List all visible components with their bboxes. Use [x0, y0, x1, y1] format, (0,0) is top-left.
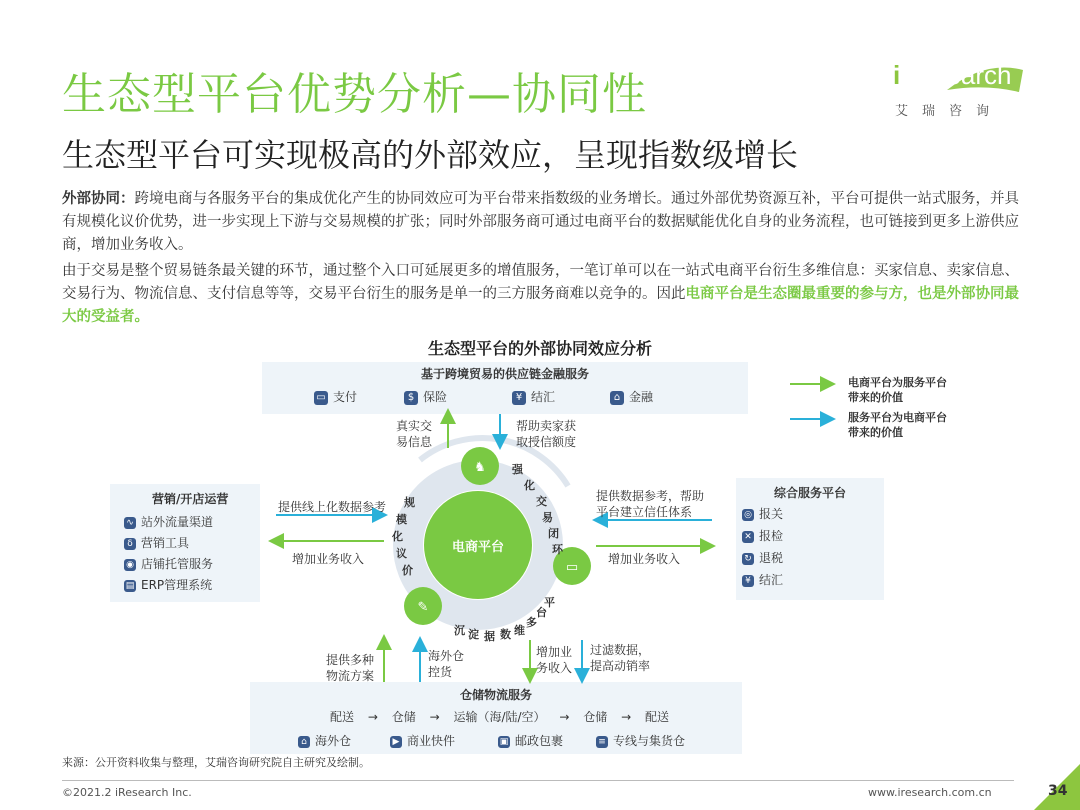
left-item-marketing: δ 营销工具	[124, 534, 189, 551]
tax-refund-icon: ↻	[742, 553, 754, 565]
node-right-icon: ▭	[565, 560, 579, 575]
diagram-title: 生态型平台的外部协同效应分析	[427, 339, 652, 358]
label-filter-data: 过滤数据， 提高动销率	[590, 643, 651, 673]
top-box-title: 基于跨境贸易的供应链金融服务	[420, 367, 589, 381]
exchange-icon: ¥	[742, 575, 754, 587]
page-number: 34	[1048, 783, 1068, 799]
node-left-icon: ✎	[417, 600, 429, 615]
store-icon: ◉	[124, 559, 136, 571]
right-item-inspection: ✕ 报检	[742, 527, 783, 544]
bottom-item-freight: ≡ 专线与集货仓	[596, 732, 685, 749]
left-box-title: 营销/开店运营	[152, 492, 229, 506]
footer-divider	[62, 780, 1014, 781]
label-left-out: 增加业务收入	[292, 552, 365, 566]
left-item-erp: ▤ ERP管理系统	[125, 578, 213, 592]
inspection-icon: ✕	[742, 531, 754, 543]
ring-text-bottom: 沉 淀 据 数 维 多 台 平	[454, 596, 555, 643]
customs-icon: ◎	[742, 509, 754, 521]
website: www.iresearch.com.cn	[868, 786, 992, 799]
label-credit: 帮助卖家获 取授信额度	[516, 419, 577, 449]
center-label: 电商平台	[451, 540, 504, 555]
bottom-item-express: ▶ 商业快件	[390, 732, 455, 749]
node-top-icon: ♞	[474, 460, 486, 475]
payment-icon: ▭	[314, 391, 328, 405]
ring-text-left: 规 模 化 议 价	[392, 496, 415, 577]
page-subtitle: 生态型平台可实现极高的外部效应，呈现指数级增长	[62, 136, 799, 174]
legend-green: 电商平台为服务平台 带来的价值	[848, 376, 947, 404]
bank-icon: ⌂	[610, 391, 624, 405]
right-item-tax-refund: ↻ 退税	[742, 549, 783, 566]
label-revenue: 增加业 务收入	[536, 645, 573, 675]
source-note: 来源：公开资料收集与整理，艾瑞咨询研究院自主研究及绘制。	[62, 756, 370, 769]
label-real-transaction: 真实交 易信息	[396, 419, 433, 449]
logistics-flow: 配送 → 仓储 → 运输（海/陆/空） → 仓储 → 配送	[330, 710, 670, 724]
ring-text-right: 强 化 交 易 闭 环	[512, 463, 563, 556]
label-overseas-control: 海外仓 控货	[428, 649, 465, 679]
bottom-item-overseas-warehouse: ⌂ 海外仓	[298, 732, 351, 749]
bottom-box-title: 仓储物流服务	[459, 688, 532, 702]
express-icon: ▶	[390, 736, 402, 748]
page-title: 生态型平台优势分析—协同性	[62, 69, 647, 120]
traffic-icon: ∿	[124, 517, 136, 529]
logo-text: iResearch	[893, 60, 1012, 90]
top-item-bank: ⌂ 金融	[610, 388, 653, 405]
postal-icon: ▣	[499, 736, 509, 747]
freight-icon: ≡	[596, 736, 608, 748]
label-right-out: 增加业务收入	[608, 552, 681, 566]
label-left-in: 提供线上化数据参考	[278, 500, 387, 514]
top-item-payment: ▭ 支付	[314, 388, 357, 405]
label-logistics-plan: 提供多种 物流方案	[326, 653, 375, 683]
legend-blue: 服务平台为电商平台 带来的价值	[848, 411, 947, 439]
top-item-insurance: $ 保险	[404, 388, 447, 405]
left-item-store: ◉ 店铺托管服务	[124, 555, 213, 572]
marketing-icon: δ	[124, 538, 136, 550]
label-right-in: 提供数据参考，帮助 平台建立信任体系	[596, 489, 705, 519]
paragraph-transaction: 由于交易是整个贸易链条最关键的环节，通过整个入口可延展更多的增值服务，一笔订单可以在一站式电商平台衍生多维信息：买家信息、卖家信息、交易行为、物流信息、支付信息等等，交易平台衍生的服务是单一的三方服务商难以竞争的。因此电商平台是生态圈最重要的参与方，也是外部协同最大的受益者。	[62, 263, 1019, 325]
left-item-traffic: ∿ 站外流量渠道	[124, 513, 213, 530]
copyright: ©2021.2 iResearch Inc.	[62, 786, 192, 799]
right-item-customs: ◎ 报关	[742, 505, 783, 522]
insurance-icon: $	[404, 391, 418, 405]
bottom-item-postal: ▣ 邮政包裹	[499, 734, 564, 748]
erp-icon: ▤	[125, 580, 135, 591]
settlement-icon: ¥	[512, 391, 526, 405]
right-item-exchange: ¥ 结汇	[742, 571, 783, 588]
paragraph-external-synergy: 外部协同：跨境电商与各服务平台的集成优化产生的协同效应可为平台带来指数级的业务增长。通过外部优势资源互补，平台可提供一站式服务，并具有规模化议价优势，进一步实现上下游与交易规模的扩张；同时外部服务商可通过电商平台的数据赋能优化自身的业务流程，也可链接到更多上游供应商，增加业务收入。	[62, 191, 1019, 253]
right-box-title: 综合服务平台	[774, 486, 847, 500]
logo-cn: 艾瑞咨询	[895, 104, 1004, 119]
overseas-warehouse-icon: ⌂	[298, 736, 310, 748]
top-item-settlement: ¥ 结汇	[512, 388, 555, 405]
